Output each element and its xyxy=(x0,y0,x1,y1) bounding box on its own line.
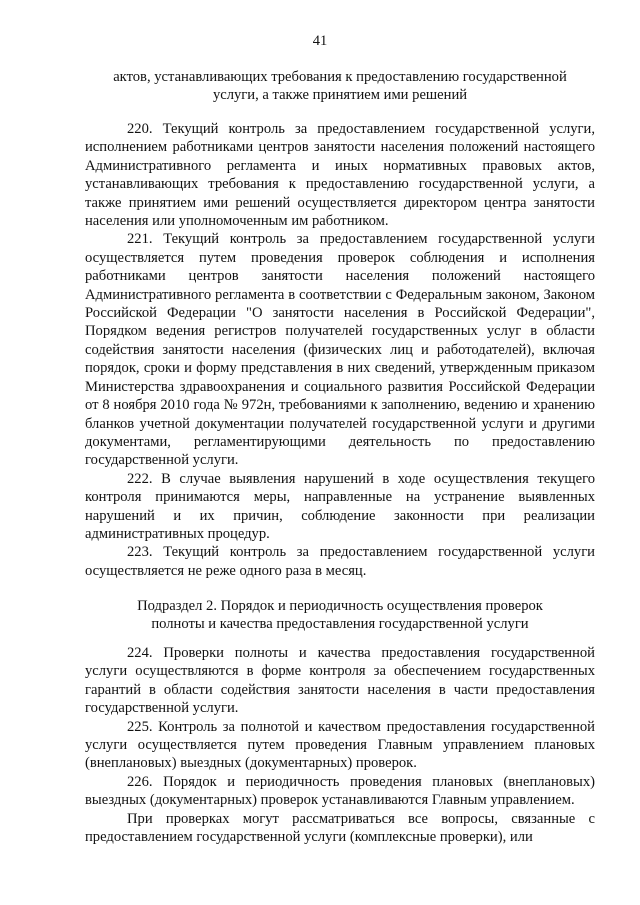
paragraph-checks: При проверках могут рассматриваться все вопросы, связанные с предоставлением государственной услуги (комплексные проверки), или xyxy=(85,810,595,846)
paragraph-222: 222. В случае выявления нарушений в ходе осуществления текущего контроля принимаются меры, направленные на устранение выявленных нарушений и их причин, соблюдение законности при реализации административных процедур. xyxy=(85,470,595,542)
section-heading: актов, устанавливающих требования к предоставлению государственной услуги, а также принятием ими решений xyxy=(113,69,567,104)
paragraph-220: 220. Текущий контроль за предоставлением государственной услуги, исполнением работниками центров занятости населения положений настоящего Административного регламента и иных нормативных правовых актов, устанавливающих требования к предоставлению государственной услуги, а также принятием ими решений осуществляется директором центра занятости населения или уполномоченным им работником. xyxy=(85,121,595,230)
paragraph-226: 226. Порядок и периодичность проведения плановых (внеплановых) выездных (документарных) проверок устанавливаются Главным управлением. xyxy=(85,773,595,809)
paragraph-221: 221. Текущий контроль за предоставлением государственной услуги осуществляется путем проведения проверок соблюдения и исполнения работниками центров занятости населения положений настоящего Административного регламента в соответствии с Федеральным законом, Законом Российской Федерации "О занятости населения в Российской Федерации", Порядком ведения регистров получателей государственных услуг в области содействия занятости населения (физических лиц и работодателей), включая порядок, сроки и форму представления в них сведений, утвержденным приказом Министерства здравоохранения и социального развития Российской Федерации от 8 ноября 2010 года № 972н, требованиями к заполнению, ведению и хранению бланков учетной документации получателей государственной услуги и другими документами, регламентирующими деятельность по предоставлению государственной услуги. xyxy=(85,231,595,469)
paragraph-223: 223. Текущий контроль за предоставлением государственной услуги осуществляется не реже одного раза в месяц. xyxy=(85,544,595,579)
body-bottom xyxy=(85,644,595,846)
subsection-heading: Подраздел 2. Порядок и периодичность осуществления проверок полноты и качества предоставления государственной услуги xyxy=(137,598,543,633)
paragraph-224: 224. Проверки полноты и качества предоставления государственной услуги осуществляются в форме контроля за обеспечением государственных гарантий в области содействия занятости населения в части предоставления государственной услуги. xyxy=(85,645,595,717)
page-number: 41 xyxy=(312,33,328,49)
body-top xyxy=(85,120,595,580)
paragraph-225: 225. Контроль за полнотой и качеством предоставления государственной услуги осуществляется путем проведения Главным управлением плановых (внеплановых) выездных (документарных) проверок. xyxy=(85,718,595,772)
